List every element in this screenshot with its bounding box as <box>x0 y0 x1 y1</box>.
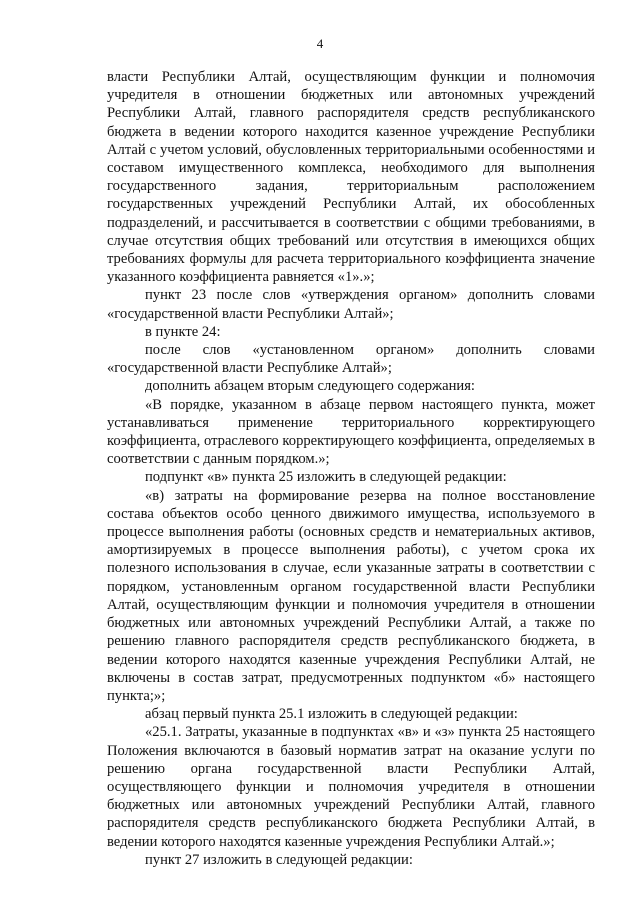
paragraph-10: «25.1. Затраты, указанные в подпунктах «в» и «з» пункта 25 настоящего Положения включаются в базовый норматив затрат на оказание услуги по решению органа государственной власти Республики Алтай, осуществляющего функции и полномочия учредителя в отношении бюджетных или автономных учреждений Республики Алтай, главного распорядителя средств республиканского бюджета Республики Алтай, в ведении которого находятся казенные учреждения Республики Алтай.»; <box>107 724 595 850</box>
paragraph-6: «В порядке, указанном в абзаце первом настоящего пункта, может устанавливаться применение территориального корректирующего коэффициента, отраслевого корректирующего коэффициента, определяемых в соответствии с данным порядком.»; <box>107 396 595 468</box>
page-number: 4 <box>316 36 324 51</box>
paragraph-8: «в) затраты на формирование резерва на полное восстановление состава объектов особо ценного движимого имущества, используемого в процессе выполнения работы (основных средств и нематериальных активов, амортизируемых в процессе выполнения работы), с учетом срока их полезного использования в случае, если указанные затраты в соответствии с порядком, установленным органом государственной власти Республики Алтай, осуществляющим функции и полномочия учредителя в отношении бюджетных или автономных учреждений Республики Алтай, а также по решению главного распорядителя средств республиканского бюджета, в ведении которого находятся казенные учреждения Республики Алтай, не включены в состав затрат, предусмотренных подпунктом «б» настоящего пункта;»; <box>107 487 595 704</box>
paragraph-7: подпункт «в» пункта 25 изложить в следующей редакции: <box>145 469 507 486</box>
paragraph-3: в пункте 24: <box>145 323 221 340</box>
paragraph-11: пункт 27 изложить в следующей редакции: <box>145 851 413 868</box>
paragraph-1: власти Республики Алтай, осуществляющим функции и полномочия учредителя в отношении бюджетных или автономных учреждений Республики Алтай, главного распорядителя средств республиканского бюджета в ведении которого находится казенное учреждение Республики Алтай с учетом условий, обусловленных территориальными особенностями и составом имущественного комплекса, необходимого для выполнения государственного задания, территориальным расположением государственных учреждений Республики Алтай, их обособленных подразделений, и рассчитывается в соответствии с общими требованиями, в случае отсутствия общих требований или отсутствия в имеющихся общих требованиях формулы для расчета территориального коэффициента значение указанного коэффициента равняется «1».»; <box>107 69 595 286</box>
paragraph-9: абзац первый пункта 25.1 изложить в следующей редакции: <box>145 706 518 723</box>
paragraph-5: дополнить абзацем вторым следующего содержания: <box>145 378 475 395</box>
document-body <box>107 68 595 869</box>
paragraph-4: после слов «установленном органом» дополнить словами «государственной власти Республике Алтай»; <box>107 342 595 377</box>
paragraph-2: пункт 23 после слов «утверждения органом» дополнить словами «государственной власти Республики Алтай»; <box>107 287 595 322</box>
